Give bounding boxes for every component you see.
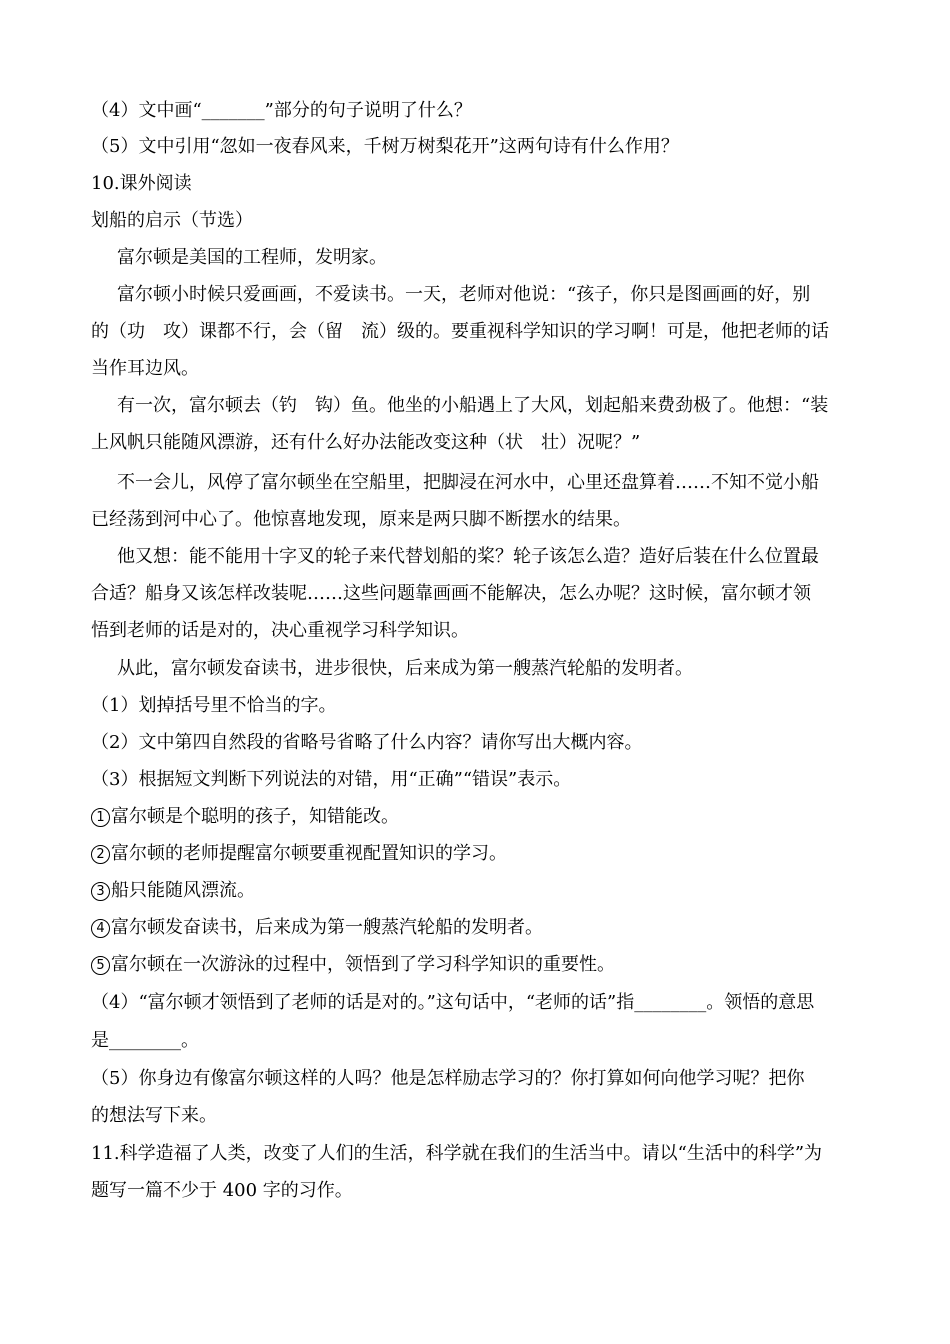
passage-paragraph-6: 从此，富尔顿发奋读书，进步很快，后来成为第一艘蒸汽轮船的发明者。 bbox=[117, 658, 693, 679]
judgement-item-4 bbox=[91, 915, 881, 941]
sub-question-5-line-1: （5）你身边有像富尔顿这样的人吗？他是怎样励志学习的？你打算如何向他学习呢？把你 bbox=[91, 1068, 805, 1089]
passage-paragraph-2-line-3: 当作耳边风。 bbox=[91, 358, 199, 379]
judgement-item-text: 船只能随风漂流。 bbox=[111, 880, 255, 901]
circled-number-2: 2 bbox=[91, 845, 110, 864]
circled-number-1: 1 bbox=[91, 808, 110, 827]
passage-paragraph-4-line-1: 不一会儿，风停了富尔顿坐在空船里，把脚浸在河水中，心里还盘算着……不知不觉小船 bbox=[117, 472, 819, 493]
sub-question-5-line-2: 的想法写下来。 bbox=[91, 1105, 217, 1126]
judgement-item-text: 富尔顿是个聪明的孩子，知错能改。 bbox=[111, 806, 399, 827]
sub-question-4-line-1: （4）“富尔顿才领悟到了老师的话是对的。”这句话中，“老师的话”指________。领悟的意思 bbox=[91, 992, 815, 1013]
sub-question-1: （1）划掉括号里不恰当的字。 bbox=[91, 695, 337, 716]
passage-paragraph-5-line-2: 合适？船身又该怎样改装呢……这些问题靠画画不能解决，怎么办呢？这时候，富尔顿才领 bbox=[91, 583, 811, 604]
passage-paragraph-2-line-1: 富尔顿小时候只爱画画，不爱读书。一天，老师对他说：“孩子，你只是图画画的好，别 bbox=[117, 284, 811, 305]
sub-question-2: （2）文中第四自然段的省略号省略了什么内容？请你写出大概内容。 bbox=[91, 732, 643, 753]
judgement-item-5 bbox=[91, 952, 881, 978]
circled-number-5: 5 bbox=[91, 956, 110, 975]
passage-title: 划船的启示（节选） bbox=[91, 210, 253, 231]
question-4-text: （4）文中画“_______”部分的句子说明了什么？ bbox=[91, 100, 472, 121]
passage-paragraph-2-line-2: 的（功 攻）课都不行，会（留 流）级的。要重视科学知识的学习啊！可是，他把老师的话 bbox=[91, 321, 829, 342]
question-11-line-2: 题写一篇不少于 400 字的习作。 bbox=[91, 1180, 353, 1201]
passage-paragraph-3-line-1: 有一次，富尔顿去（钓 钩）鱼。他坐的小船遇上了大风，划起船来费劲极了。他想：“装 bbox=[117, 395, 829, 416]
section-10-heading: 10.课外阅读 bbox=[91, 173, 192, 194]
judgement-item-3 bbox=[91, 878, 881, 904]
sub-question-4-line-2: 是________。 bbox=[91, 1030, 199, 1051]
passage-paragraph-5-line-3: 悟到老师的话是对的，决心重视学习科学知识。 bbox=[91, 620, 469, 641]
judgement-item-text: 富尔顿发奋读书，后来成为第一艘蒸汽轮船的发明者。 bbox=[111, 917, 543, 938]
passage-paragraph-5-line-1: 他又想：能不能用十字叉的轮子来代替划船的桨？轮子该怎么造？造好后装在什么位置最 bbox=[117, 546, 819, 567]
judgement-item-text: 富尔顿在一次游泳的过程中，领悟到了学习科学知识的重要性。 bbox=[111, 954, 615, 975]
question-5-text: （5）文中引用“忽如一夜春风来，千树万树梨花开”这两句诗有什么作用？ bbox=[91, 136, 679, 157]
judgement-item-1 bbox=[91, 804, 881, 830]
judgement-item-text: 富尔顿的老师提醒富尔顿要重视配置知识的学习。 bbox=[111, 843, 507, 864]
circled-number-3: 3 bbox=[91, 882, 110, 901]
question-11-line-1: 11.科学造福了人类，改变了人们的生活，科学就在我们的生活当中。请以“生活中的科学”为 bbox=[91, 1143, 823, 1164]
passage-paragraph-3-line-2: 上风帆只能随风漂游，还有什么好办法能改变这种（状 壮）况呢？” bbox=[91, 432, 641, 453]
passage-paragraph-1: 富尔顿是美国的工程师，发明家。 bbox=[117, 247, 387, 268]
passage-paragraph-4-line-2: 已经荡到河中心了。他惊喜地发现，原来是两只脚不断摆水的结果。 bbox=[91, 509, 631, 530]
circled-number-4: 4 bbox=[91, 919, 110, 938]
judgement-item-2 bbox=[91, 841, 881, 867]
sub-question-3: （3）根据短文判断下列说法的对错，用“正确”“错误”表示。 bbox=[91, 769, 572, 790]
